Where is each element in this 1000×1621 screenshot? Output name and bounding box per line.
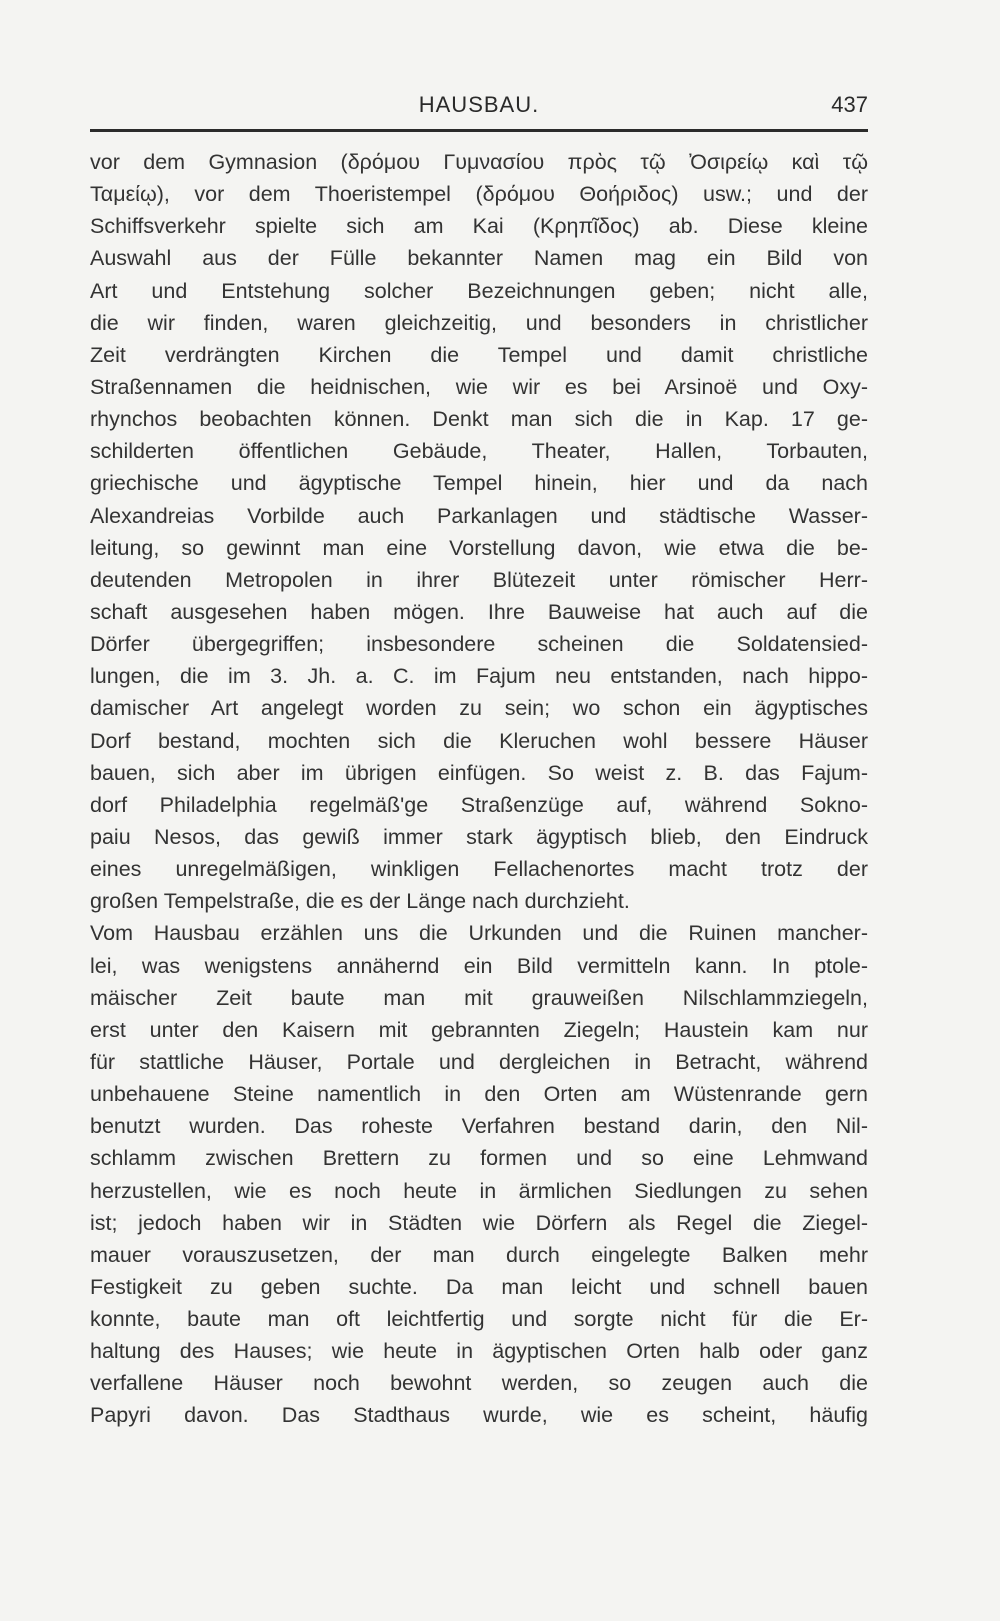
- text-line: mäischer Zeit baute man mit grauweißen Nilschlammziegeln,: [90, 985, 868, 1010]
- text-line: Dörfer übergegriffen; insbesondere scheinen die Soldatensied-: [90, 632, 868, 657]
- text-line: ist; jedoch haben wir in Städten wie Dörfern als Regel die Ziegel-: [90, 1210, 868, 1235]
- text-line: mauer vorauszusetzen, der man durch eingelegte Balken mehr: [90, 1242, 868, 1267]
- text-line: für stattliche Häuser, Portale und dergleichen in Betracht, während: [90, 1049, 868, 1074]
- text-line: schaft ausgesehen haben mögen. Ihre Bauweise hat auch auf die: [90, 599, 868, 624]
- text-line: benutzt wurden. Das roheste Verfahren bestand darin, den Nil-: [90, 1114, 868, 1139]
- text-line: schlamm zwischen Brettern zu formen und so eine Lehmwand: [90, 1146, 868, 1171]
- text-line: Ταμείῳ), vor dem Thoeristempel (δρόμου Θοήριδος) usw.; und der: [90, 182, 868, 207]
- text-line: Vom Hausbau erzählen uns die Urkunden und die Ruinen mancher-: [90, 921, 868, 946]
- text-line: Papyri davon. Das Stadthaus wurde, wie es scheint, häufig: [90, 1403, 868, 1428]
- text-line: herzustellen, wie es noch heute in ärmlichen Siedlungen zu sehen: [90, 1178, 868, 1203]
- running-title: HAUSBAU.: [418, 92, 540, 117]
- text-line: unbehauene Steine namentlich in den Orten am Wüstenrande gern: [90, 1082, 868, 1107]
- text-line: Festigkeit zu geben suchte. Da man leicht und schnell bauen: [90, 1274, 868, 1299]
- text-line: dorf Philadelphia regelmäß'ge Straßenzüge auf, während Sokno-: [90, 792, 868, 817]
- text-line: erst unter den Kaisern mit gebrannten Ziegeln; Haustein kam nur: [90, 1017, 868, 1042]
- text-line: lei, was wenigstens annähernd ein Bild vermitteln kann. In ptole-: [90, 953, 868, 978]
- text-line: Zeit verdrängten Kirchen die Tempel und damit christliche: [90, 342, 868, 367]
- text-line: verfallene Häuser noch bewohnt werden, so zeugen auch die: [90, 1371, 868, 1396]
- text-line: deutenden Metropolen in ihrer Blütezeit unter römischer Herr-: [90, 567, 868, 592]
- text-line: Art und Entstehung solcher Bezeichnungen geben; nicht alle,: [90, 278, 868, 303]
- header-rule: [90, 129, 868, 132]
- text-line: eines unregelmäßigen, winkligen Fellachenortes macht trotz der: [90, 857, 868, 882]
- text-line: Schiffsverkehr spielte sich am Kai (Κρηπῖδος) ab. Diese kleine: [90, 214, 868, 239]
- text-line: lungen, die im 3. Jh. a. C. im Fajum neu entstanden, nach hippo-: [90, 664, 868, 689]
- text-line: rhynchos beobachten können. Denkt man sich die in Kap. 17 ge-: [90, 407, 868, 432]
- text-line: die wir finden, waren gleichzeitig, und besonders in christlicher: [90, 310, 868, 335]
- text-line: paiu Nesos, das gewiß immer stark ägyptisch blieb, den Eindruck: [90, 824, 868, 849]
- text-line: Auswahl aus der Fülle bekannter Namen mag ein Bild von: [90, 246, 868, 271]
- text-line: konnte, baute man oft leichtfertig und sorgte nicht für die Er-: [90, 1307, 868, 1332]
- page-header: [90, 92, 868, 126]
- text-line: bauen, sich aber im übrigen einfügen. So weist z. B. das Fajum-: [90, 760, 868, 785]
- text-line: großen Tempelstraße, die es der Länge nach durchzieht.: [90, 889, 630, 914]
- text-line: schilderten öffentlichen Gebäude, Theater, Hallen, Torbauten,: [90, 439, 868, 464]
- text-line: Alexandreias Vorbilde auch Parkanlagen und städtische Wasser-: [90, 503, 868, 528]
- text-line: vor dem Gymnasion (δρόμου Γυμνασίου πρὸς τῷ Ὀσιρείῳ καὶ τῷ: [90, 150, 868, 174]
- text-line: damischer Art angelegt worden zu sein; wo schon ein ägyptisches: [90, 696, 868, 721]
- text-line: Dorf bestand, mochten sich die Kleruchen wohl bessere Häuser: [90, 728, 868, 753]
- text-line: griechische und ägyptische Tempel hinein, hier und da nach: [90, 471, 868, 496]
- text-line: haltung des Hauses; wie heute in ägyptischen Orten halb oder ganz: [90, 1339, 868, 1364]
- text-line: leitung, so gewinnt man eine Vorstellung davon, wie etwa die be-: [90, 535, 868, 560]
- page-number: 437: [831, 92, 868, 117]
- text-line: Straßennamen die heidnischen, wie wir es bei Arsinoë und Oxy-: [90, 374, 868, 399]
- body-text: [90, 146, 868, 1432]
